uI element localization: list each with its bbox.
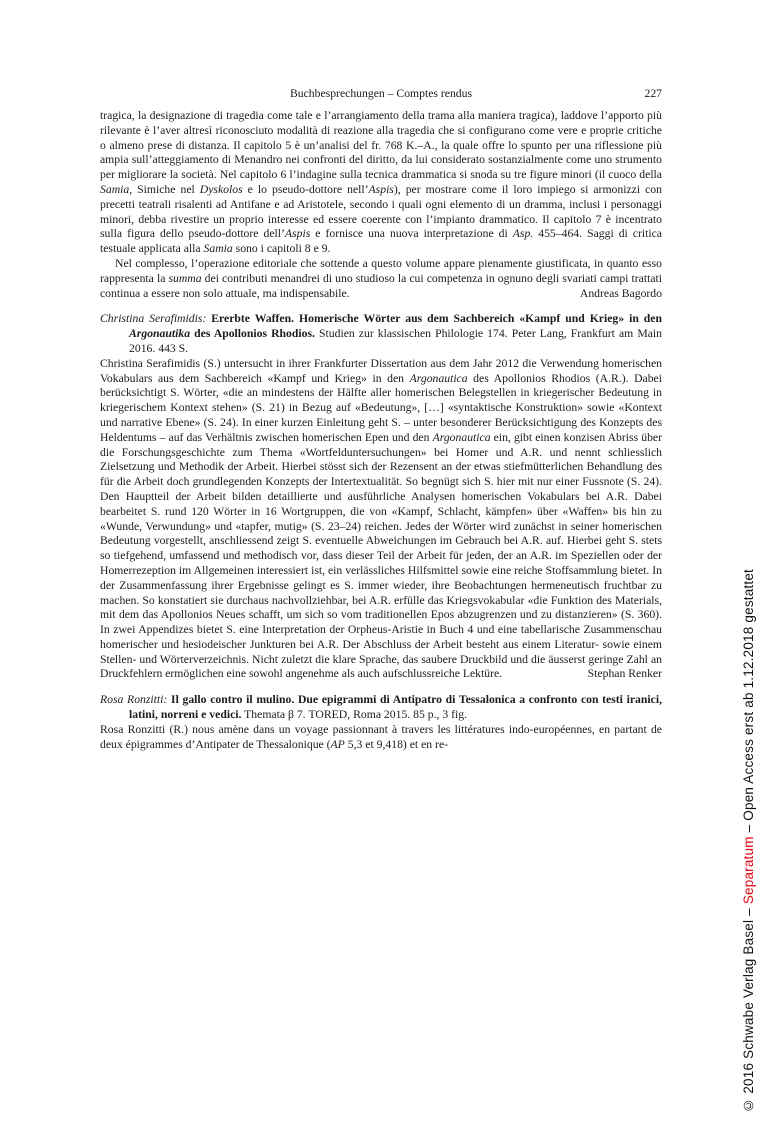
page-number: 227 bbox=[644, 87, 662, 100]
text-segment: Christina Serafimidis (S.) untersucht in ihrer Frankfurter Dissertation aus dem Jahr 2012 die Verwendung homerischen Vokabulars aus dem Sachbereich «Kampf und Krieg» in den bbox=[100, 356, 662, 385]
review-blocks bbox=[100, 109, 662, 752]
copyright-prefix-text: © 2016 Schwabe Verlag Basel – bbox=[741, 904, 756, 1113]
text-segment: Aspis bbox=[284, 227, 311, 241]
text-segment: des Apollonios Rhodios (A.R.). Dabei berücksichtigt S. Wörter, «die an mindestens der Hälfte aller homerischen Belegstellen in kriegerischer Bedeutung in kriegerischem Kontext stehen» (S. 21) in Bezug auf «Bedeutung», […] «syntaktische Konstruktion» sowie «Kontext und narrative Ebene» (S. 24). In einer kurzen Einleitung geht S. – unter besonderer Berücksichtigung des Konzepts des Heldentums – auf das Verhältnis zwischen homerischen Epen und den bbox=[100, 371, 662, 444]
text-segment: Argonautika bbox=[129, 327, 191, 341]
serafimidis-review-heading bbox=[100, 312, 662, 356]
bagordo-review-closing-paragraph bbox=[100, 257, 662, 301]
text-segment: Samia bbox=[203, 242, 233, 256]
reviewer-signature: Andreas Bagordo bbox=[579, 286, 662, 300]
text-segment: Themata β 7. TORED, Roma 2015. 85 p., 3 fig. bbox=[241, 708, 468, 722]
text-segment: ), per mostrare come il loro impiego si armonizzi con precetti teatrali risalenti ad Antifane e ad Aristotele, secondo i quali ogni elemento di un dramma, inclusi i personaggi minori, debba rivestire un proprio interesse ed essere coerente con l’impianto drammatico. Il capitolo 7 è incentrato sulla figura dello pseudo-dottore dell’ bbox=[100, 182, 662, 241]
text-column bbox=[100, 86, 662, 752]
text-segment: AP bbox=[330, 737, 345, 751]
text-segment: Nel complesso, l’operazione editoriale che sottende a questo volume appare pienamente giustificata, in quanto esso rappresenta la bbox=[100, 256, 662, 285]
reviewer-signature: Stephan Renker bbox=[587, 667, 662, 681]
text-segment: 5,3 et 9,418) et en re- bbox=[344, 737, 449, 751]
ronzitti-review-body-paragraph bbox=[100, 723, 662, 753]
text-segment: sono i capitoli 8 e 9. bbox=[232, 242, 331, 256]
copyright-sidebar bbox=[741, 569, 756, 1113]
text-segment: Asp. bbox=[512, 227, 534, 241]
text-segment: Christina Serafimidis: bbox=[100, 312, 212, 326]
text-segment: Argonautica bbox=[409, 371, 468, 385]
ronzitti-review-heading bbox=[100, 693, 662, 723]
text-segment: ein, gibt einen konzisen Abriss über die Forschungsgeschichte zum Thema «Wortfelduntersuchungen» bei Homer und A.R. und nennt schliesslich Zielsetzung und Methodik der Arbeit. Hierbei stösst sich der Rezensent an der etwas stiefmütterlichen Behandlung des für die Arbeit doch grundlegenden Konzepts der Intertextualität. So begnügt sich S. hier mit nur einer Fussnote (S. 24). Den Hauptteil der Arbeit bilden detaillierte und ausführliche Analysen homerischen Vokabulars bei A.R. Dabei bearbeitet S. rund 120 Wörter in 16 Wortgruppen, die von «Kampf, Schlacht, kämpfen» über «Waffen» bis hin zu «Wunde, Verwundung» und «tapfer, mutig» (S. 23–24) reichen. Jedes der Wörter wird zunächst in seiner homerischen Bedeutung vorgestellt, anschliessend zeigt S. eventuelle Abweichungen im Gebrauch bei A.R. auf. Hierbei geht S. stets so tiefgehend, umfassend und methodisch vor, dass dieser Teil der Arbeit für jeden, der an A.R. im Speziellen oder der Homerrezeption im Allgemeinen interessiert ist, ein verlässliches Hilfsmittel sowie eine reiche Stoffsammlung bietet. In der Zusammenfassung ihrer Ergebnisse gelingt es S. immer wieder, ihre Beobachtungen hermeneutisch fruchtbar zu machen. So konstatiert sie durchaus nachvollziehbar, bei A.R. erfülle das Kriegsvokabular «die Funktion des Materials, mit dem das Apollonios Neues schafft, um sich so vom traditionellen Epos abzugrenzen und zu distanzieren» (S. 360). In zwei Appendizes bietet S. eine Interpretation der Orpheus-Aristie in Buch 4 und eine tabellarische Zusammenschau homerischer und hesiodeischer Junkturen bei A.R. Der Abschluss der Arbeit besteht aus einem Literatur- sowie einem Stellen- und Wörterverzeichnis. Nicht zuletzt die klare Sprache, das saubere Druckbild und die äusserst geringe Zahl an Druckfehlern ermöglichen eine sowohl angenehme als auch aufschlussreiche Lektüre. bbox=[100, 430, 662, 681]
page-header bbox=[100, 86, 662, 101]
text-segment: dei contributi menandrei di uno studioso la cui competenza in ognuno degli svariati campi trattati continua a essere non solo attuale, ma indispensabile. bbox=[100, 271, 662, 300]
copyright-suffix-text: – Open Access erst ab 1.12.2018 gestattet bbox=[741, 569, 756, 837]
serafimidis-review-body-paragraph bbox=[100, 357, 662, 683]
text-segment: Il gallo contro il mulino. Due epigrammi di Antipatro di Tessalonica a confronto con testi iranici, latini, norreni e vedici. bbox=[129, 693, 662, 722]
text-segment: , Simiche nel bbox=[129, 182, 200, 196]
text-segment: Aspis bbox=[368, 182, 394, 196]
running-head: Buchbesprechungen – Comptes rendus bbox=[289, 87, 473, 100]
separatum-label: Separatum bbox=[741, 836, 756, 905]
bagordo-review-continuation-paragraph bbox=[100, 109, 662, 257]
text-segment: Ererbte Waffen. Homerische Wörter aus dem Sachbereich «Kampf und Krieg» in den bbox=[211, 312, 662, 326]
text-segment: tragica, la designazione di tragedia come tale e l’arrangiamento della trama alla maniera tragica), laddove l’apporto più rilevante è l’aver altresì riconosciuto modalità di reazione alla tragedia che si configurano come vere e proprie critiche o almeno prese di distanza. Il capitolo 5 è un’analisi del fr. 768 K.–A., la quale offre lo spunto per una riflessione più ampia sull’atteggiamento di Menandro nei confronti del diritto, da lui considerato sostanzialmente come uno strumento per migliorare la società. Nel capitolo 6 l’indagine sulla tecnica drammatica si snoda su tre figure minori (il cuoco della bbox=[100, 109, 662, 182]
text-segment: des Apollonios Rhodios. bbox=[190, 327, 315, 341]
text-segment: Rosa Ronzitti (R.) nous amène dans un voyage passionnant à travers les littératures indo-européennes, en partant de deux épigrammes d’Antipater de Thessalonique ( bbox=[100, 722, 662, 751]
text-segment: Rosa Ronzitti: bbox=[100, 693, 172, 707]
text-segment: Studien zur klassischen Philologie 174. Peter Lang, Frankfurt am Main 2016. 443 S. bbox=[129, 327, 662, 355]
text-segment: Dyskolos bbox=[199, 182, 243, 196]
text-segment: e fornisce una nuova interpretazione di bbox=[310, 227, 513, 241]
text-segment: e lo pseudo-dottore nell’ bbox=[242, 182, 369, 196]
text-segment: Argonautica bbox=[432, 430, 491, 444]
text-segment: Samia bbox=[100, 182, 130, 196]
text-segment: summa bbox=[168, 271, 202, 285]
text-segment: 455–464. Saggi di critica testuale applicata alla bbox=[100, 227, 662, 256]
